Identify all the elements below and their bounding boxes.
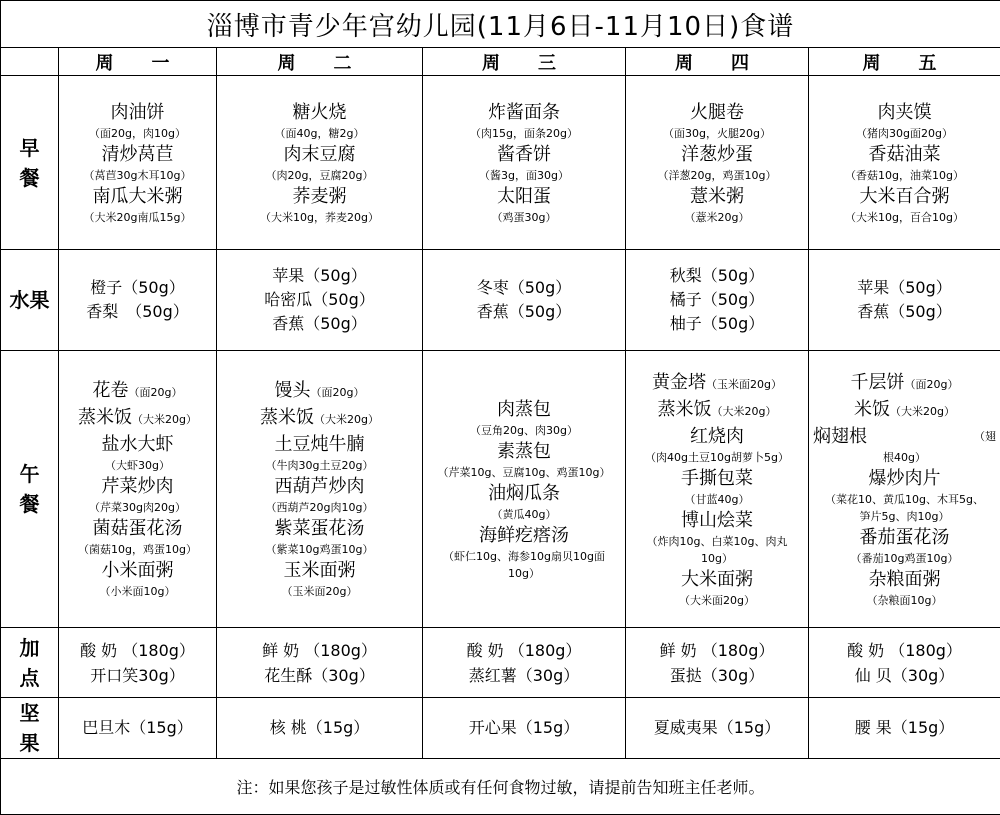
allergy-note: 注：如果您孩子是过敏性体质或有任何食物过敏，请提前告知班主任老师。 [1,759,1000,815]
dish-name: 蒸米饭 [78,407,132,428]
lunch-cell [59,351,217,628]
ingredient-note: （紫菜10g鸡蛋10g） [221,541,418,558]
dish-line [63,474,212,499]
fruit-item: 香蕉（50g） [427,300,621,324]
dish-name: 爆炒肉片 [869,468,941,489]
ingredient-note: （甘蓝40g） [630,491,804,508]
fruit-item: 香蕉（50g） [221,312,418,336]
ingredient-note: （猪肉30g面20g） [813,125,996,142]
nut-item: 巴旦木（15g） [63,717,212,739]
nut-item: 开心果（15g） [427,717,621,739]
fruit-item: 橘子（50g） [630,288,804,312]
ingredient-note: （西葫芦20g肉10g） [221,499,418,516]
ingredient-note: （香菇10g，油菜10g） [813,167,996,184]
dish-line [221,558,418,583]
ingredient-note: （洋葱20g，鸡蛋10g） [630,167,804,184]
ingredient-note: （鸡蛋30g） [427,209,621,226]
dish-name: 博山烩菜 [681,510,753,531]
dish-name: 芹菜炒肉 [102,476,174,497]
dish-line [630,397,804,424]
dish-amount: （面20g） [311,386,365,399]
dish-name: 海鲜疙瘩汤 [479,525,569,546]
dish-amount: （面20g） [905,378,959,391]
fruit-item: 苹果（50g） [221,264,418,288]
ingredient-note: 10g） [630,550,804,567]
snack-item: 蛋挞（30g） [630,663,804,688]
fruit-item: 香蕉（50g） [813,300,996,324]
dish-name: 糖火烧 [221,100,418,125]
ingredient-note: （炸肉10g、白菜10g、肉丸 [630,533,804,550]
dish-line [427,481,621,506]
snack-item: 鲜 奶 （180g） [221,638,418,663]
dish-line [813,370,996,397]
day-header-wed: 周 三 [423,48,626,76]
dish-line [63,516,212,541]
snack-item: 蒸红薯（30g） [427,663,621,688]
ingredient-note: （面30g，火腿20g） [630,125,804,142]
dish-name: 大米百合粥 [813,184,996,209]
dish-name: 酱香饼 [427,142,621,167]
meal-label-fruit: 水果 [1,250,59,351]
dish-name: 蒸米饭 [260,407,314,428]
dish-line [630,370,804,397]
meal-label-nut: 坚 果 [1,698,59,759]
dish-name: 小米面粥 [102,560,174,581]
dish-name: 南瓜大米粥 [63,184,212,209]
nut-cell [423,698,626,759]
fruit-item: 柚子（50g） [630,312,804,336]
ingredient-note: （豆角20g、肉30g） [427,422,621,439]
dish-name: 肉末豆腐 [221,142,418,167]
dish-line [630,567,804,592]
dish-line [427,397,621,422]
ingredient-note: （杂粮面10g） [813,592,996,609]
ingredient-note: （莴苣30g木耳10g） [63,167,212,184]
ingredient-note: （番茄10g鸡蛋10g） [813,550,996,567]
dish-name: 肉夹馍 [813,100,996,125]
dish-name: 肉油饼 [63,100,212,125]
dish-line [63,558,212,583]
snack-item: 鲜 奶 （180g） [630,638,804,663]
meal-label-snack: 加 点 [1,628,59,698]
dish-line [221,474,418,499]
dish-name: 大米面粥 [681,569,753,590]
dish-amount: （翅 [974,424,996,449]
ingredient-note: 根40g） [813,449,996,466]
fruit-item: 哈密瓜（50g） [221,288,418,312]
page-title: 淄博市青少年宫幼儿园(11月6日-11月10日)食谱 [1,1,1000,48]
day-header-tue: 周 二 [217,48,423,76]
dish-name: 花卷 [93,380,129,401]
breakfast-cell [809,76,1000,250]
dish-amount: （大米20g） [132,413,197,426]
dish-line [813,424,996,449]
dish-line [630,466,804,491]
dish-name: 焖翅根 [813,424,867,449]
dish-amount: （大米20g） [712,405,777,418]
fruit-cell [423,250,626,351]
meal-label-lunch: 午 餐 [1,351,59,628]
nut-row [1,698,1000,759]
snack-cell [626,628,809,698]
ingredient-note: （面20g，肉10g） [63,125,212,142]
nut-item: 夏威夷果（15g） [630,717,804,739]
meal-label-breakfast: 早 餐 [1,76,59,250]
lunch-row [1,351,1000,628]
snack-cell [423,628,626,698]
dish-name: 肉蒸包 [497,399,551,420]
nut-item: 腰 果（15g） [813,717,996,739]
fruit-cell [809,250,1000,351]
snack-cell [809,628,1000,698]
dish-line [63,405,212,432]
dish-line [630,424,804,449]
dish-line [221,405,418,432]
dish-name: 太阳蛋 [427,184,621,209]
ingredient-note: （大米10g，荞麦20g） [221,209,418,226]
fruit-item: 香梨 （50g） [63,300,212,324]
dish-name: 洋葱炒蛋 [630,142,804,167]
ingredient-note: （菌菇10g，鸡蛋10g） [63,541,212,558]
dish-name: 西葫芦炒肉 [275,476,365,497]
ingredient-note: （菜花10、黄瓜10g、木耳5g、 [813,491,996,508]
nut-cell [217,698,423,759]
fruit-row [1,250,1000,351]
ingredient-note: （玉米面20g） [221,583,418,600]
dish-amount: （大米20g） [890,405,955,418]
fruit-item: 秋梨（50g） [630,264,804,288]
ingredient-note: （大虾30g） [63,457,212,474]
dish-name: 香菇油菜 [813,142,996,167]
day-header-thu: 周 四 [626,48,809,76]
dish-line [630,508,804,533]
ingredient-note: （肉15g，面条20g） [427,125,621,142]
dish-name: 盐水大虾 [102,434,174,455]
ingredient-note: （芹菜30g肉20g） [63,499,212,516]
ingredient-note: （酱3g，面30g） [427,167,621,184]
dish-line [813,466,996,491]
dish-line [221,432,418,457]
dish-line [221,378,418,405]
ingredient-note: 10g） [427,565,621,582]
dish-name: 火腿卷 [630,100,804,125]
ingredient-note: （牛肉30g土豆20g） [221,457,418,474]
nut-item: 核 桃（15g） [221,717,418,739]
nut-cell [626,698,809,759]
breakfast-row [1,76,1000,250]
dish-name: 土豆炖牛腩 [275,434,365,455]
ingredient-note: （面40g，糖2g） [221,125,418,142]
fruit-item: 橙子（50g） [63,276,212,300]
dish-name: 千层饼 [851,372,905,393]
ingredient-note: （芹菜10g、豆腐10g、鸡蛋10g） [427,464,621,481]
dish-name: 蒸米饭 [658,399,712,420]
dish-name: 素蒸包 [497,441,551,462]
corner-cell [1,48,59,76]
breakfast-cell [423,76,626,250]
dish-name: 薏米粥 [630,184,804,209]
dish-name: 黄金塔 [652,372,706,393]
dish-name: 紫菜蛋花汤 [275,518,365,539]
dish-name: 馒头 [275,380,311,401]
dish-line [427,523,621,548]
snack-item: 花生酥（30g） [221,663,418,688]
dish-line [221,516,418,541]
ingredient-note: （大米面20g） [630,592,804,609]
dish-name: 番茄蛋花汤 [860,527,950,548]
fruit-cell [217,250,423,351]
snack-row [1,628,1000,698]
ingredient-note: （黄瓜40g） [427,506,621,523]
dish-name: 红烧肉 [690,426,744,447]
breakfast-cell [59,76,217,250]
dish-line [813,525,996,550]
dish-line [813,397,996,424]
dish-name: 油焖瓜条 [488,483,560,504]
snack-cell [59,628,217,698]
dish-name: 清炒莴苣 [63,142,212,167]
dish-line [813,567,996,592]
snack-item: 酸 奶 （180g） [427,638,621,663]
dish-name: 菌菇蛋花汤 [93,518,183,539]
lunch-cell [809,351,1000,628]
ingredient-note: （肉20g，豆腐20g） [221,167,418,184]
fruit-item: 苹果（50g） [813,276,996,300]
dish-name: 荞麦粥 [221,184,418,209]
lunch-cell [423,351,626,628]
fruit-item: 冬枣（50g） [427,276,621,300]
dish-line [427,439,621,464]
lunch-cell [626,351,809,628]
breakfast-cell [217,76,423,250]
dish-name: 手撕包菜 [681,468,753,489]
dish-amount: （大米20g） [314,413,379,426]
dish-amount: （面20g） [129,386,183,399]
dish-name: 杂粮面粥 [869,569,941,590]
dish-line [63,432,212,457]
nut-cell [809,698,1000,759]
dish-line [63,378,212,405]
ingredient-note: （大米10g，百合10g） [813,209,996,226]
ingredient-note: （虾仁10g、海参10g扇贝10g面 [427,548,621,565]
ingredient-note: （小米面10g） [63,583,212,600]
snack-item: 酸 奶 （180g） [813,638,996,663]
breakfast-cell [626,76,809,250]
fruit-cell [59,250,217,351]
fruit-cell [626,250,809,351]
ingredient-note: （肉40g土豆10g胡萝卜5g） [630,449,804,466]
dish-amount: （玉米面20g） [706,378,782,391]
ingredient-note: （大米20g南瓜15g） [63,209,212,226]
nut-cell [59,698,217,759]
lunch-cell [217,351,423,628]
ingredient-note: （薏米20g） [630,209,804,226]
day-header-fri: 周 五 [809,48,1000,76]
snack-item: 仙 贝（30g） [813,663,996,688]
ingredient-note: 笋片5g、肉10g） [813,508,996,525]
snack-item: 开口笑30g） [63,663,212,688]
snack-cell [217,628,423,698]
dish-name: 米饭 [854,399,890,420]
dish-name: 炸酱面条 [427,100,621,125]
day-header-mon: 周 一 [59,48,217,76]
dish-name: 玉米面粥 [284,560,356,581]
snack-item: 酸 奶 （180g） [63,638,212,663]
